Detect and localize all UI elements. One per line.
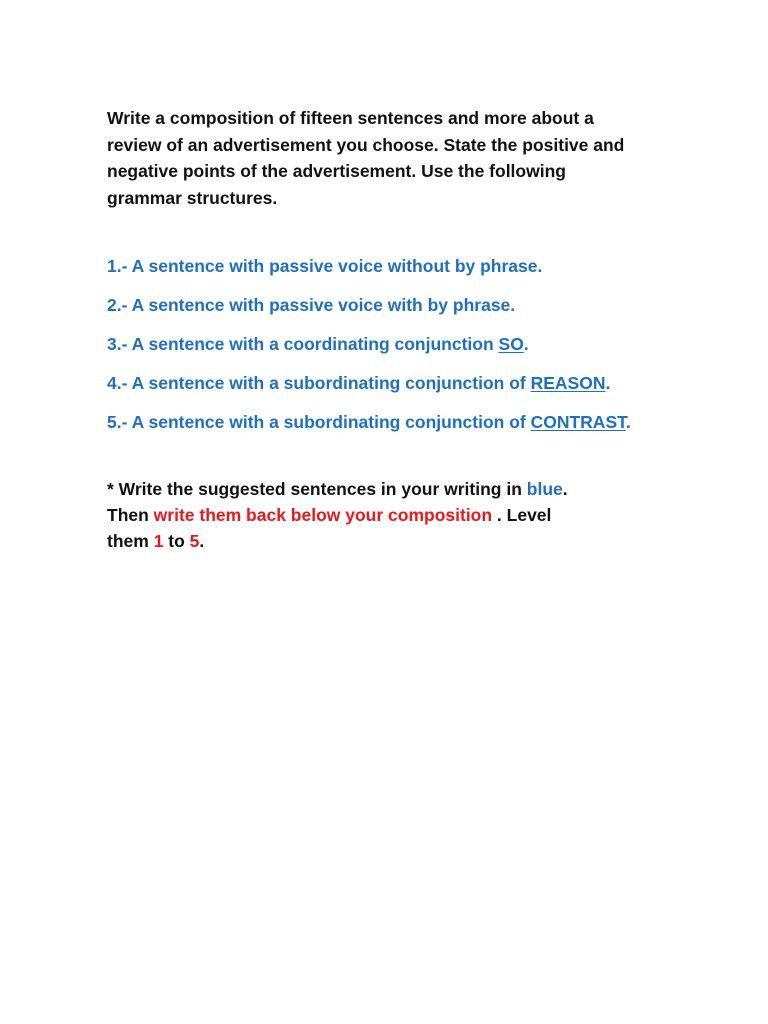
instructions-paragraph: [107, 105, 667, 211]
list-item-keyword: CONTRAST: [530, 412, 626, 432]
note-highlight-red: write them back below your composition: [153, 505, 493, 525]
list-item: [107, 409, 707, 448]
note-text: them: [107, 531, 154, 551]
list-item-text: 1.- A sentence with passive voice without by phrase.: [107, 256, 543, 276]
list-item-text: 2.- A sentence with passive voice with by phrase.: [107, 295, 516, 315]
list-item-punctuation: .: [523, 334, 529, 354]
note-line-1: [107, 476, 667, 502]
writing-note: [107, 476, 667, 554]
note-text: * Write the suggested sentences in your writing in: [107, 479, 527, 499]
note-text: Then: [107, 505, 154, 525]
instructions-line: review of an advertisement you choose. State the positive and: [107, 134, 625, 155]
note-text: .: [199, 531, 205, 551]
list-item: [107, 331, 707, 370]
grammar-structures-list: [107, 253, 707, 448]
list-item: [107, 253, 707, 292]
list-item-text: 4.- A sentence with a subordinating conjunction of: [107, 373, 531, 393]
instructions-line: grammar structures.: [107, 187, 278, 208]
note-highlight-blue: blue: [526, 479, 563, 499]
note-text: .: [562, 479, 568, 499]
list-item-punctuation: .: [605, 373, 611, 393]
list-item-keyword: REASON: [530, 373, 606, 393]
list-item-text: 3.- A sentence with a coordinating conjunction: [107, 334, 499, 354]
instructions-line: Write a composition of fifteen sentences and more about a: [107, 108, 594, 128]
note-highlight-red: 5: [189, 531, 200, 551]
list-item: [107, 292, 707, 331]
note-line-2: [107, 502, 667, 528]
list-item-text: 5.- A sentence with a subordinating conjunction of: [107, 412, 531, 432]
note-text: to: [163, 531, 190, 551]
instructions-line: negative points of the advertisement. Use the following: [107, 161, 566, 181]
list-item-punctuation: .: [625, 412, 631, 432]
note-highlight-red: 1: [153, 531, 164, 551]
list-item-keyword: SO: [498, 334, 524, 354]
note-text: . Level: [492, 505, 552, 525]
note-line-3: [107, 528, 667, 554]
list-item: [107, 370, 707, 409]
